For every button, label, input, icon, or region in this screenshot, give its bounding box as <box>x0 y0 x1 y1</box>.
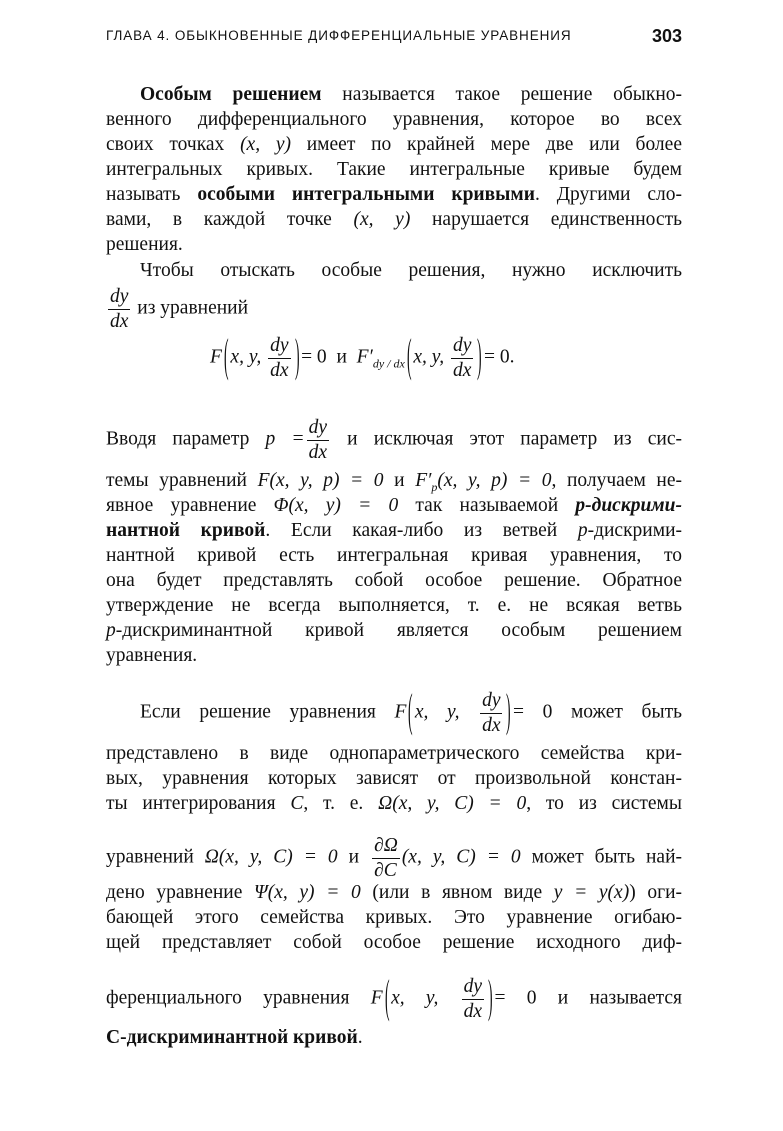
para3-line3: явное уравнение Φ(x, y) = 0 так называемой p-дискрими- <box>106 495 682 516</box>
para4-line9: ференциального уравнения F ( x, y, $\frac{dy}{dx}$ ) = 0 и называется <box>106 973 682 1024</box>
para1-line4: интегральных кривых. Такие интегральные кривые будем <box>106 159 682 180</box>
para4-line6: дено уравнение Ψ(x, y) = 0 (или в явном виде y = y(x)) оги- <box>106 882 682 903</box>
running-header <box>106 26 682 48</box>
para3-line5: нантной кривой есть интегральная кривая уравнения, то <box>106 545 682 566</box>
para2-line1: Чтобы отыскать особые решения, нужно исключить <box>140 260 682 281</box>
para4-line5: уравнений Ω(x, y, C) = 0 и $\frac{\partial\Omega}{\partial C}$ (x, y, C) = 0 может быть най- <box>106 835 683 881</box>
display-equation-1: F ( x, y, $\frac{dy}{dx}$ ) = 0 и $F'_{dy / dx}$ ( x, y, $\frac{dy}{dx}$ ) = 0. <box>210 332 515 383</box>
para1-line5: называть особыми интегральными кривыми. Другими сло- <box>106 184 683 205</box>
para4-line8: щей представляет собой особое решение исходного диф- <box>106 932 682 953</box>
term-p-discriminant-curve: нантной кривой <box>106 520 266 541</box>
page-number: 303 <box>651 26 682 46</box>
para4-line1: Если решение уравнения F ( x, y, $\frac{dy}{dx}$ ) = 0 может быть <box>140 687 682 738</box>
term-c-discriminant-curve: C-дискриминантной кривой <box>106 1027 358 1048</box>
para1-line2: венного дифференциального уравнения, которое во всех <box>106 109 682 130</box>
para1-line7: решения. <box>106 234 183 255</box>
para2-line2: $\frac{dy}{dx}$ из уравнений <box>110 286 249 332</box>
para3-line2: темы уравнений F(x, y, p) = 0 и $F'_p(x$, y, p) = 0, получаем не- <box>106 470 683 494</box>
para4-line7: бающей этого семейства кривых. Это уравнение огибаю- <box>106 907 682 928</box>
para4-line3: вых, уравнения которых зависят от произвольной констан- <box>106 768 682 789</box>
para3-line7: утверждение не всегда выполняется, т. е. не всякая ветвь <box>106 595 682 616</box>
para3-line8: p-дискриминантной кривой является особым решением <box>106 620 682 641</box>
chapter-title: ГЛАВА 4. ОБЫКНОВЕННЫЕ ДИФФЕРЕНЦИАЛЬНЫЕ УРАВНЕНИЯ <box>106 28 572 43</box>
para3-line9: уравнения. <box>106 645 198 666</box>
para4-line10: C-дискриминантной кривой. <box>106 1027 363 1048</box>
para1-line1: Особым решением называется такое решение обыкно- <box>140 84 682 105</box>
dy-dx-fraction: $\frac{dy}{dx}$ <box>110 286 129 332</box>
para1-line3: своих точках (x, y) имеет по крайней мере две или более <box>106 134 682 155</box>
para4-line4: ты интегрирования C, т. е. Ω(x, y, C) = 0, то из системы <box>106 793 682 814</box>
para1-line6: вами, в каждой точке (x, y) нарушается единственность <box>106 209 682 230</box>
para3-line1: Вводя параметр p = $\frac{dy}{dx}$ и исключая этот параметр из сис- <box>106 417 682 463</box>
para3-line6: она будет представлять собой особое решение. Обратное <box>106 570 682 591</box>
para3-line4: нантной кривой. Если какая-либо из ветвей p-дискрими- <box>106 520 682 541</box>
term-special-integral-curves: особыми интегральными кривыми <box>197 184 535 205</box>
term-special-solution: Особым решением <box>140 84 322 105</box>
para4-line2: представлено в виде однопараметрического семейства кри- <box>106 743 682 764</box>
